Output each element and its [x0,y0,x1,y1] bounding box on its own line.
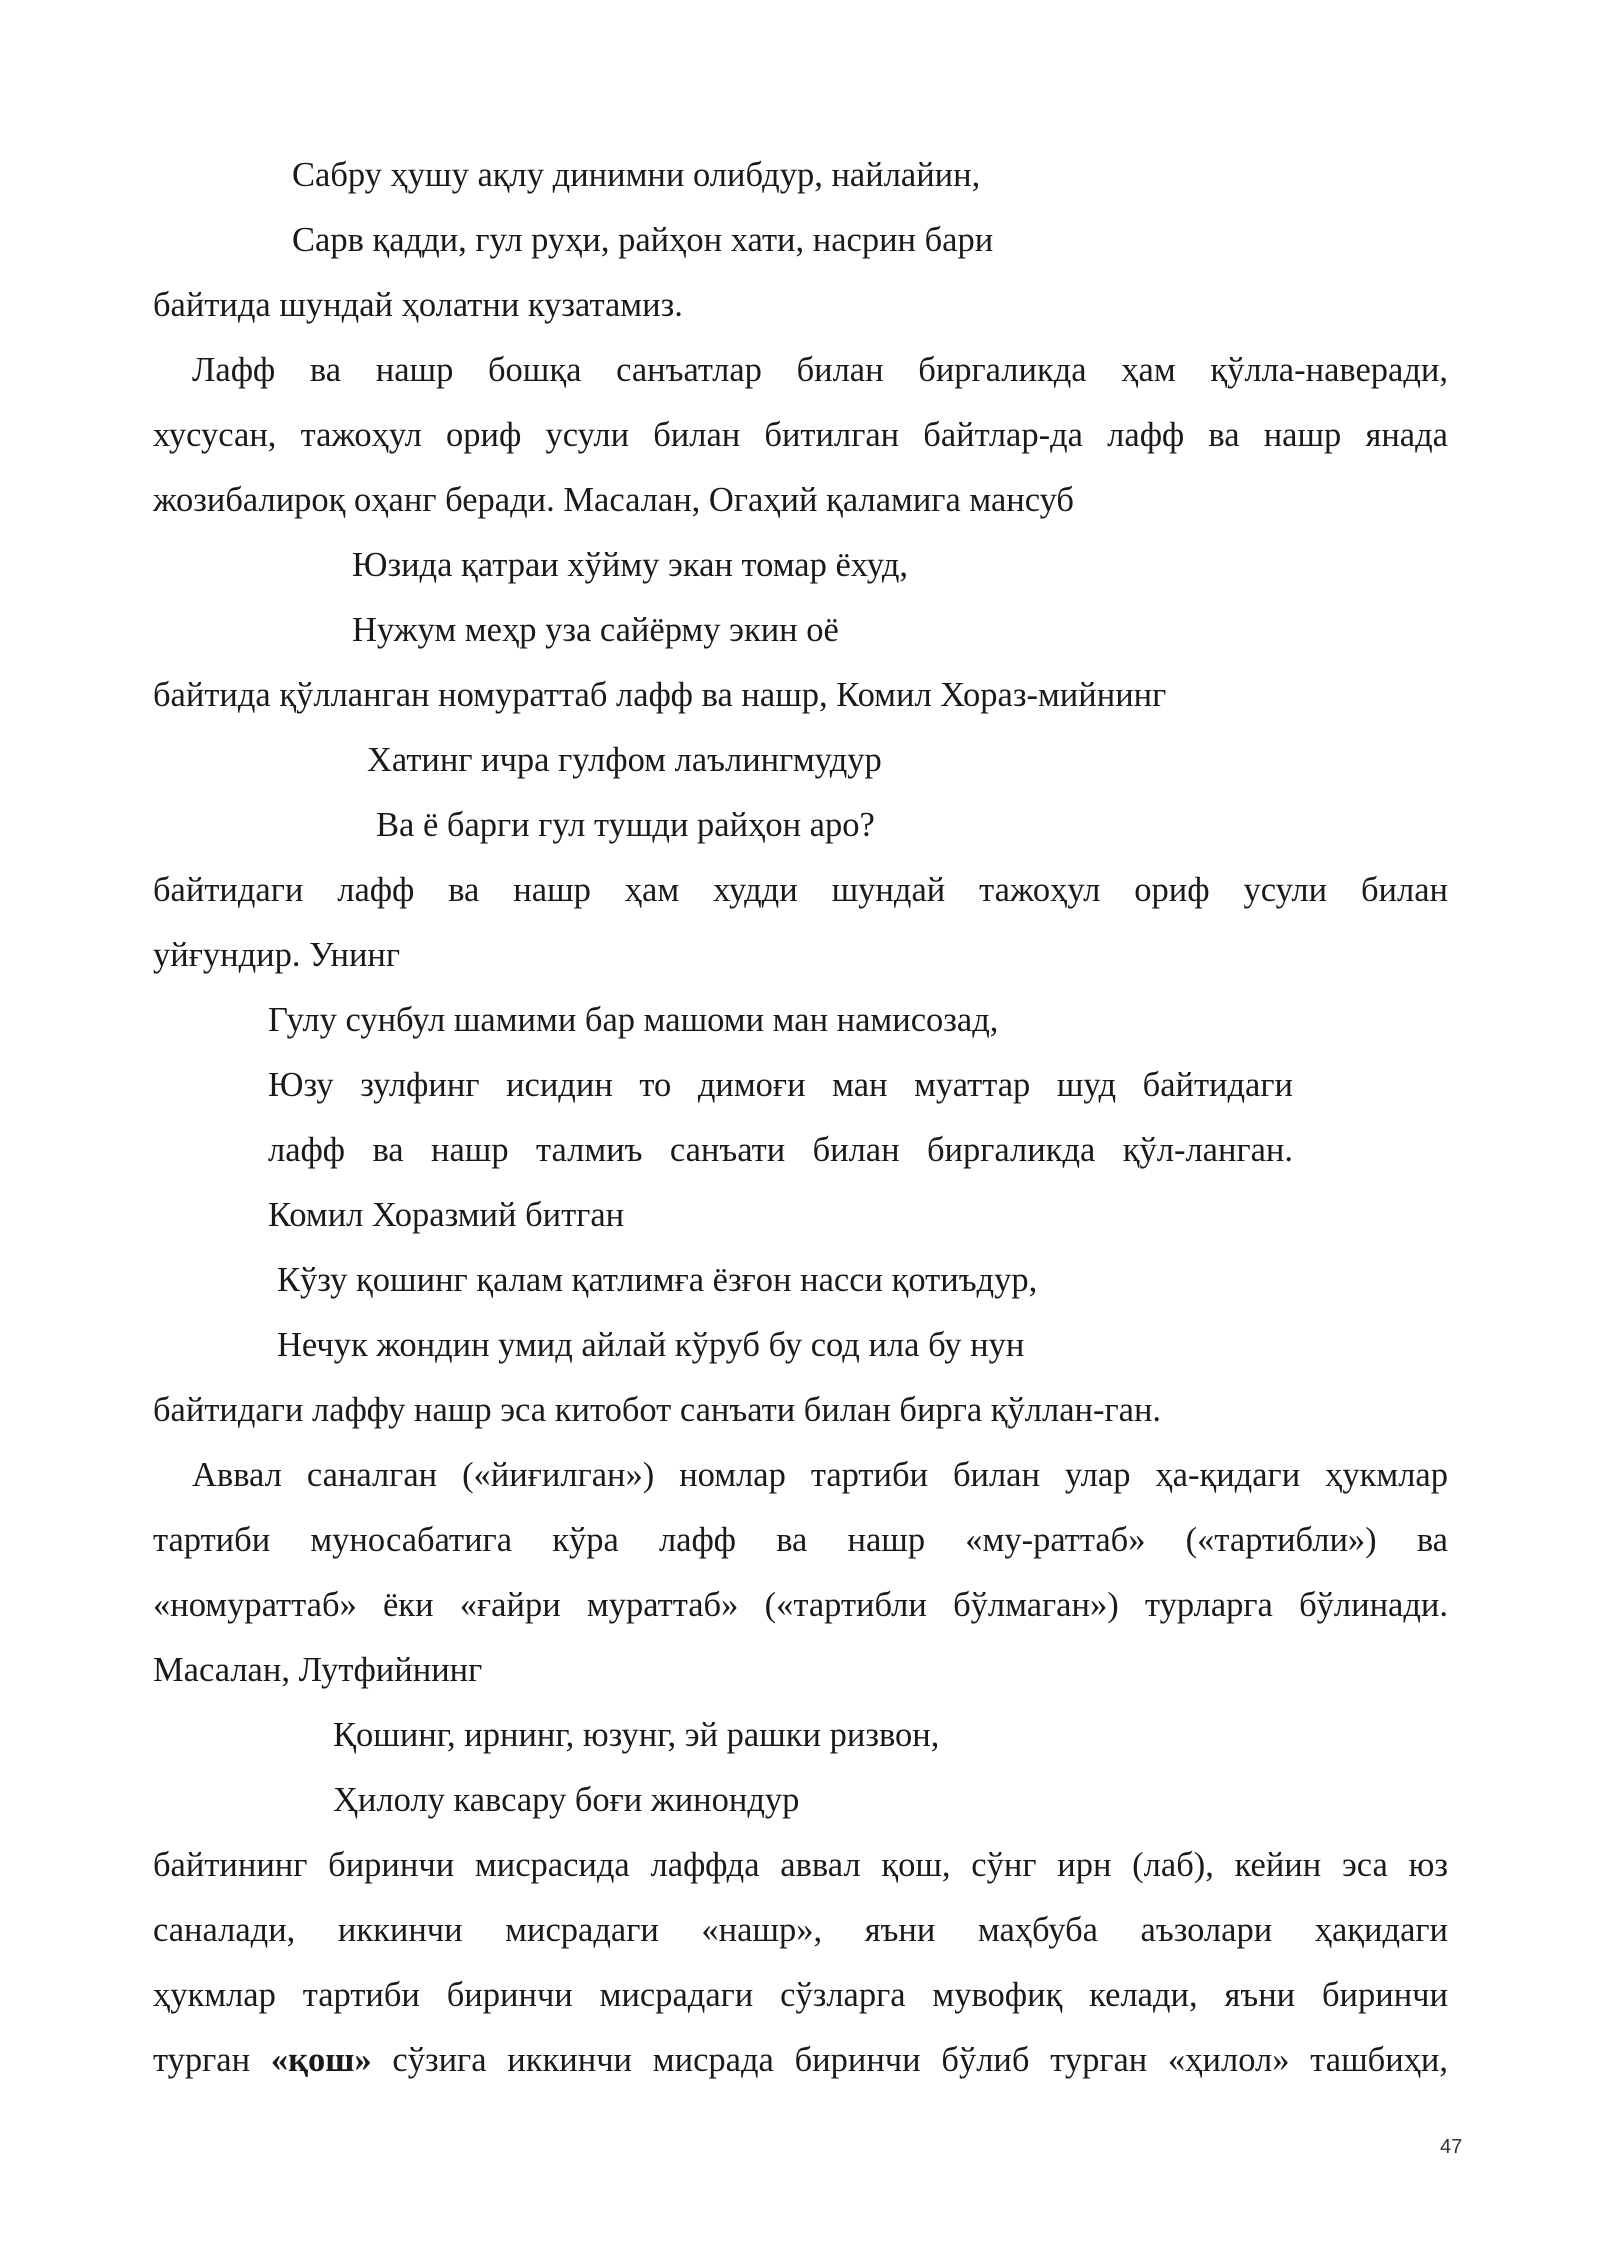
text-line: байтида қўлланган номураттаб лафф ва нашр, Комил Хораз-мийнинг [153,676,1167,714]
bold-term: «қош» [270,2041,372,2079]
paragraph-line: «номураттаб» ёки «ғайри мураттаб» («тартибли бўлмаган») турларга бўлинади. [153,1586,1448,1624]
paragraph-line [153,2038,1448,2082]
paragraph-line: Масалан, Лутфийнинг [153,1651,483,1689]
verse-line: Юзида қатраи хўйму экан томар ёхуд, [352,546,908,584]
verse-line: Гулу сунбул шамими бар машоми ман намисозад, [268,1001,999,1039]
paragraph-line: Аввал саналган («йиғилган») номлар тартиби билан улар ҳа-қидаги ҳукмлар [192,1456,1448,1494]
paragraph-line: хусусан, тажоҳул ориф усули билан битилган байтлар-да лафф ва нашр янада [153,416,1448,454]
verse-line: Нужум меҳр уза сайёрму экин оё [352,611,839,649]
verse-line: Ҳилолу кавсару боғи жинондур [333,1781,800,1819]
verse-line: лафф ва нашр талмиъ санъати билан биргаликда қўл-ланган. [268,1131,1293,1169]
paragraph-line: Лафф ва нашр бошқа санъатлар билан биргаликда ҳам қўлла-наверади, [192,351,1448,389]
page-number: 47 [1440,2136,1463,2158]
verse-line: Кўзу қошинг қалам қатлимға ёзғон насси қотиъдур, [277,1261,1038,1299]
paragraph-line: уйғундир. Унинг [153,936,401,974]
paragraph-line: ҳукмлар тартиби биринчи мисрадаги сўзларга мувофиқ келади, яъни биринчи [153,1976,1448,2014]
text-line: байтидаги лаффу нашр эса китобот санъати билан бирга қўллан-ган. [153,1391,1162,1429]
verse-line: Хатинг ичра гулфом лаълингмудур [367,741,882,779]
verse-line: Нечук жондин умид айлай кўруб бу сод ила бу нун [277,1326,1025,1364]
verse-line: Сарв қадди, гул руҳи, райҳон хати, насрин бари [292,221,994,259]
paragraph-line: жозибалироқ оҳанг беради. Масалан, Огаҳий қаламига мансуб [153,481,1074,519]
text-line: байтида шундай ҳолатни кузатамиз. [153,286,683,324]
verse-line: Қошинг, ирнинг, юзунг, эй рашки ризвон, [333,1716,940,1754]
text-fragment: турган [153,2041,251,2079]
paragraph-line: саналади, иккинчи мисрадаги «нашр», яъни маҳбуба аъзолари ҳақидаги [153,1911,1448,1949]
verse-line: Ва ё барги гул тушди райҳон аро? [376,806,875,844]
text-fragment: сўзига иккинчи мисрада биринчи бўлиб турган «ҳилол» ташбиҳи, [392,2041,1448,2079]
paragraph-line: тартиби муносабатига кўра лафф ва нашр «му-раттаб» («тартибли») ва [153,1521,1448,1559]
text-line: Комил Хоразмий битган [268,1196,625,1234]
verse-line: Сабру ҳушу ақлу динимни олибдур, найлайин, [292,156,981,194]
verse-line: Юзу зулфинг исидин то димоғи ман муаттар шуд байтидаги [268,1066,1293,1104]
paragraph-line: байтининг биринчи мисрасида лаффда аввал қош, сўнг ирн (лаб), кейин эса юз [153,1846,1448,1884]
paragraph-line: байтидаги лафф ва нашр ҳам худди шундай тажоҳул ориф усули билан [153,871,1448,909]
